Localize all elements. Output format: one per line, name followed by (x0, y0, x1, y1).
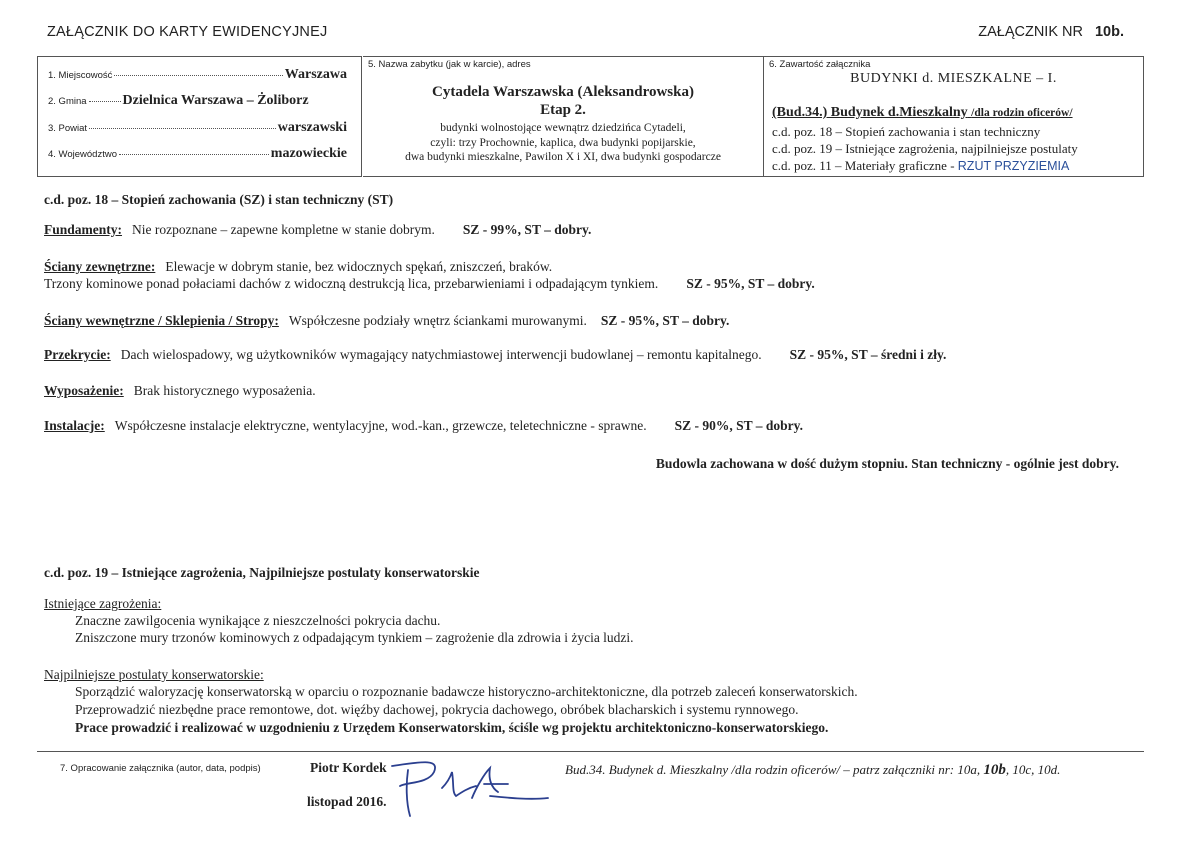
signature (380, 758, 550, 820)
county-value: warszawski (277, 120, 347, 135)
building-name-main: (Bud.34.) Budynek d.Mieszkalny (772, 105, 968, 120)
commune-row (48, 93, 347, 109)
related-attachments-prefix: Bud.34. Budynek d. Mieszkalny /dla rodzin oficerów/ – patrz załączniki nr: 10a, (565, 762, 981, 777)
equipment-paragraph (44, 383, 316, 399)
county-row (48, 120, 347, 136)
monument-title-line1: Cytadela Warszawska (Aleksandrowska) (432, 84, 694, 100)
ground-floor-plan-link[interactable]: RZUT PRZYZIEMIA (957, 159, 1070, 173)
foundations-heading: Fundamenty: (44, 222, 123, 237)
external-walls-paragraph-line2 (44, 276, 815, 292)
reference-prefix: c.d. poz. 11 – Materiały graficzne - (772, 158, 955, 173)
author-name: Piotr Kordek (310, 760, 387, 775)
attachment-number-value: 10b. (1094, 24, 1124, 40)
postulate-item: Sporządzić waloryzację konserwatorską w oparciu o rozpoznanie badawcze historyczno-architektoniczne, dla potrzeb zaleceń konserwatorskich. (75, 684, 858, 699)
foundations-status: SZ - 99%, ST – dobry. (462, 222, 592, 237)
attachment-number-label: ZAŁĄCZNIK NR (978, 24, 1083, 40)
installations-heading: Instalacje: (44, 418, 105, 433)
location-row (48, 67, 347, 83)
threat-item: Zniszczone mury trzonów kominowych z odpadającym tynkiem – zagrożenie dla zdrowia i życia ludzi. (75, 630, 634, 645)
external-walls-text: Elewacje w dobrym stanie, bez widocznych spękań, zniszczeń, braków. (165, 259, 553, 274)
related-attachments-note (565, 762, 1060, 779)
installations-status: SZ - 90%, ST – dobry. (674, 418, 804, 433)
building-type: BUDYNKI d. MIESZKALNE – I. (850, 71, 1057, 86)
monument-description (363, 121, 763, 165)
threats-heading: Istniejące zagrożenia: (44, 596, 162, 611)
postulate-item-bold: Prace prowadzić i realizować w uzgodnieniu z Urzędem Konserwatorskim, ściśle wg projektu architektoniczno-konserwatorskiego. (75, 720, 829, 735)
monument-desc-line3: dwa budynki mieszkalne, Pawilon X i XI, dwa budynki gospodarcze (405, 151, 721, 163)
location-box (37, 56, 362, 177)
footer-divider (37, 751, 1144, 752)
prepared-by-label: 7. Opracowanie załącznika (autor, data, podpis) (60, 763, 261, 774)
monument-title (363, 83, 763, 119)
attachment-number (978, 24, 1124, 40)
installations-paragraph (44, 418, 803, 434)
installations-text: Współczesne instalacje elektryczne, wentylacyjne, wod.-kan., grzewcze, teletechniczne - sprawne. (114, 418, 647, 433)
external-walls-heading: Ściany zewnętrzne: (44, 259, 156, 274)
external-walls-paragraph (44, 259, 552, 275)
monument-desc-line2: czyli: trzy Prochownie, kaplica, dwa budynki popijarskie, (430, 136, 696, 149)
preparation-date: listopad 2016. (307, 794, 387, 809)
related-attachments-suffix: , 10c, 10d. (1005, 762, 1061, 777)
roof-heading: Przekrycie: (44, 347, 111, 362)
reference-line: c.d. poz. 18 – Stopień zachowania i stan techniczny (772, 124, 1041, 139)
voivodeship-value: mazowieckie (270, 146, 347, 161)
current-attachment-ref: 10b (983, 762, 1006, 778)
commune-value: Dzielnica Warszawa – Żoliborz (122, 93, 309, 108)
attachment-contents-label: 6. Zawartość załącznika (769, 59, 871, 70)
foundations-paragraph (44, 222, 591, 238)
external-walls-text2: Trzony kominowe ponad połaciami dachów z widoczną destrukcją lica, przebarwieniami i odpadającym tynkiem. (44, 276, 659, 291)
monument-title-line2: Etap 2. (540, 102, 586, 118)
equipment-text: Brak historycznego wyposażenia. (133, 383, 316, 398)
equipment-heading: Wyposażenie: (44, 383, 124, 398)
voivodeship-label: 4. Województwo (48, 149, 117, 160)
roof-text: Dach wielospadowy, wg użytkowników wymagający natychmiastowej interwencji budowlanej – remontu kapitalnego. (120, 347, 762, 362)
county-label: 3. Powiat (48, 123, 88, 134)
location-label: 1. Miejscowość (48, 70, 113, 81)
threat-item: Znaczne zawilgocenia wynikające z nieszczelności pokrycia dachu. (75, 613, 441, 628)
monument-desc-line1: budynki wolnostojące wewnątrz dziedzińca Cytadeli, (440, 122, 686, 134)
section-19-title: c.d. poz. 19 – Istniejące zagrożenia, Najpilniejsze postulaty konserwatorskie (44, 565, 480, 580)
internal-walls-heading: Ściany wewnętrzne / Sklepienia / Stropy: (44, 313, 279, 328)
monument-name-box (363, 56, 764, 177)
reference-line (772, 158, 1069, 174)
building-name (772, 105, 1073, 121)
building-name-sub: /dla rodzin oficerów/ (971, 107, 1073, 119)
foundations-text: Nie rozpoznane – zapewne kompletne w stanie dobrym. (132, 222, 435, 237)
postulate-item: Przeprowadzić niezbędne prace remontowe, dot. więźby dachowej, pokrycia dachowego, obróbek blacharskich i systemu rynnowego. (75, 702, 799, 717)
postulates-heading: Najpilniejsze postulaty konserwatorskie: (44, 667, 264, 682)
monument-name-label: 5. Nazwa zabytku (jak w karcie), adres (368, 59, 531, 70)
section-18-title: c.d. poz. 18 – Stopień zachowania (SZ) i stan techniczny (ST) (44, 192, 394, 207)
attachment-contents-box (764, 56, 1144, 177)
internal-walls-status: SZ - 95%, ST – dobry. (600, 313, 730, 328)
internal-walls-paragraph (44, 313, 729, 329)
internal-walls-text: Współczesne podziały wnętrz ściankami murowanymi. (288, 313, 587, 328)
roof-paragraph (44, 347, 946, 363)
commune-label: 2. Gmina (48, 96, 87, 107)
location-value: Warszawa (284, 67, 347, 82)
roof-status: SZ - 95%, ST – średni i zły. (789, 347, 947, 362)
reference-line: c.d. poz. 19 – Istniejące zagrożenia, najpilniejsze postulaty (772, 141, 1078, 156)
overall-condition-summary: Budowla zachowana w dość dużym stopniu. Stan techniczny - ogólnie jest dobry. (655, 456, 1119, 471)
external-walls-status: SZ - 95%, ST – dobry. (686, 276, 815, 291)
voivodeship-row (48, 146, 347, 162)
attachment-card-title: ZAŁĄCZNIK DO KARTY EWIDENCYJNEJ (47, 24, 328, 40)
